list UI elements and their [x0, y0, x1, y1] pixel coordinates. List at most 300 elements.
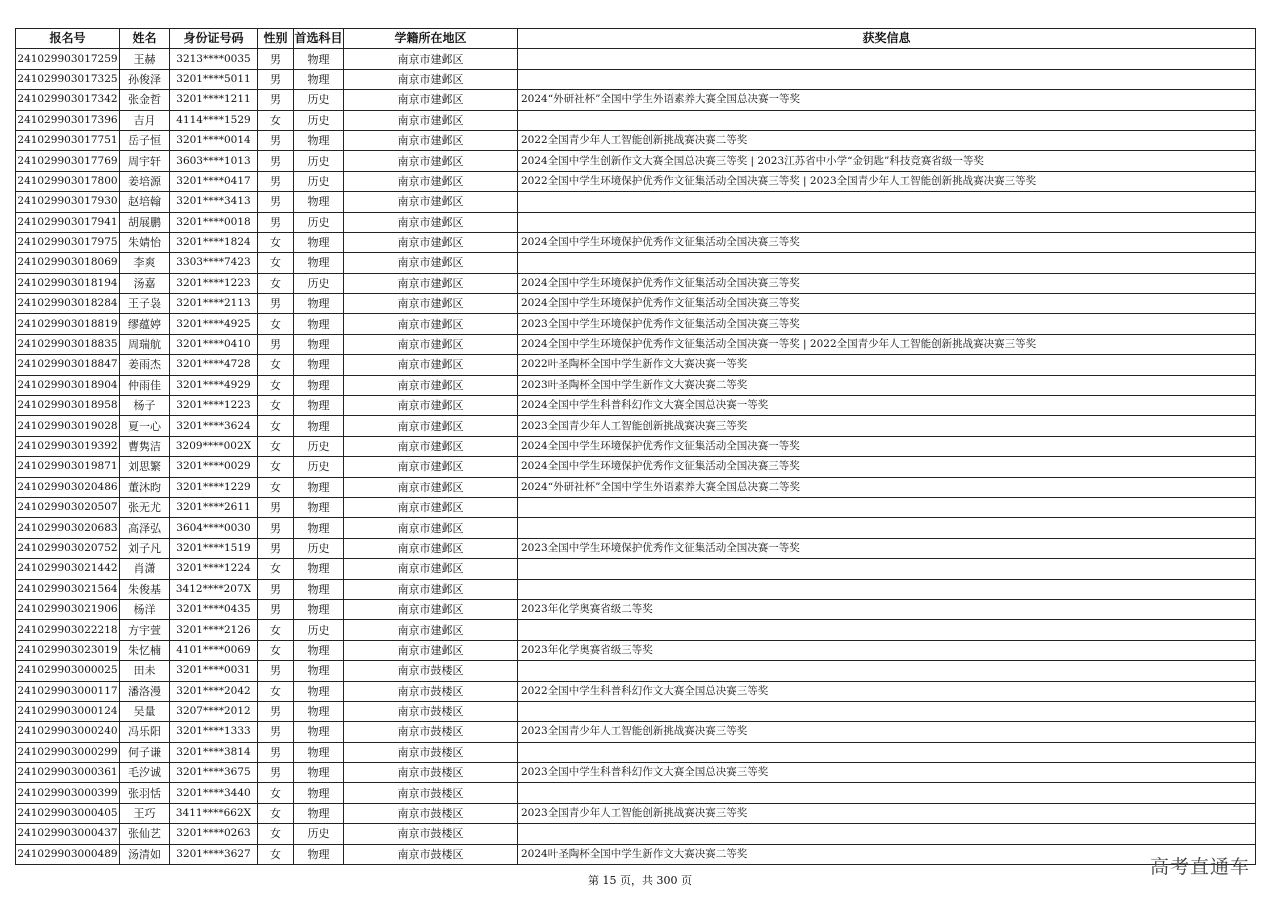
cell-registration-no: 241029903019392: [16, 436, 120, 456]
cell-registration-no: 241029903020683: [16, 518, 120, 538]
cell-gender: 男: [258, 130, 294, 150]
cell-subject: 物理: [294, 559, 344, 579]
cell-subject: 物理: [294, 192, 344, 212]
cell-id-number: 3201****3814: [170, 742, 258, 762]
cell-awards: [518, 783, 1256, 803]
cell-gender: 女: [258, 416, 294, 436]
cell-registration-no: 241029903018847: [16, 355, 120, 375]
cell-id-number: 3303****7423: [170, 253, 258, 273]
table-row: [16, 232, 1256, 252]
cell-awards: 2024全国中学生环境保护优秀作文征集活动全国决赛三等奖: [518, 232, 1256, 252]
cell-awards: 2023年化学奥赛省级三等奖: [518, 640, 1256, 660]
cell-name: 高泽弘: [120, 518, 170, 538]
cell-region: 南京市鼓楼区: [344, 783, 518, 803]
cell-name: 何子谦: [120, 742, 170, 762]
table-row: [16, 294, 1256, 314]
table-row: [16, 375, 1256, 395]
cell-gender: 女: [258, 232, 294, 252]
cell-name: 王巧: [120, 803, 170, 823]
cell-subject: 物理: [294, 416, 344, 436]
cell-registration-no: 241029903017751: [16, 130, 120, 150]
cell-subject: 物理: [294, 130, 344, 150]
cell-id-number: 3603****1013: [170, 151, 258, 171]
cell-region: 南京市建邺区: [344, 497, 518, 517]
cell-awards: 2023全国中学生环境保护优秀作文征集活动全国决赛三等奖: [518, 314, 1256, 334]
cell-id-number: 3201****3413: [170, 192, 258, 212]
cell-subject: 历史: [294, 90, 344, 110]
cell-awards: [518, 497, 1256, 517]
cell-name: 张羽恬: [120, 783, 170, 803]
cell-id-number: 3201****3675: [170, 763, 258, 783]
cell-name: 周宇轩: [120, 151, 170, 171]
cell-id-number: 3201****0029: [170, 457, 258, 477]
cell-region: 南京市建邺区: [344, 416, 518, 436]
cell-subject: 历史: [294, 273, 344, 293]
cell-awards: [518, 110, 1256, 130]
cell-awards: [518, 253, 1256, 273]
cell-awards: [518, 69, 1256, 89]
cell-gender: 女: [258, 355, 294, 375]
cell-awards: 2023全国中学生科普科幻作文大赛全国总决赛三等奖: [518, 763, 1256, 783]
cell-name: 王子袅: [120, 294, 170, 314]
table-row: [16, 599, 1256, 619]
cell-gender: 女: [258, 640, 294, 660]
cell-registration-no: 241029903023019: [16, 640, 120, 660]
cell-gender: 男: [258, 722, 294, 742]
cell-gender: 女: [258, 783, 294, 803]
table-row: [16, 844, 1256, 864]
cell-registration-no: 241029903018069: [16, 253, 120, 273]
cell-name: 王赫: [120, 49, 170, 69]
table-row: [16, 661, 1256, 681]
table-row: [16, 253, 1256, 273]
cell-id-number: 3201****2113: [170, 294, 258, 314]
cell-name: 朱婧怡: [120, 232, 170, 252]
cell-name: 李爽: [120, 253, 170, 273]
table-row: [16, 457, 1256, 477]
header-region: 学籍所在地区: [344, 29, 518, 49]
cell-gender: 男: [258, 192, 294, 212]
cell-subject: 物理: [294, 69, 344, 89]
cell-id-number: 3201****2126: [170, 620, 258, 640]
cell-awards: 2023叶圣陶杯全国中学生新作文大赛决赛二等奖: [518, 375, 1256, 395]
cell-registration-no: 241029903000025: [16, 661, 120, 681]
cell-region: 南京市建邺区: [344, 151, 518, 171]
cell-registration-no: 241029903000399: [16, 783, 120, 803]
cell-name: 刘子凡: [120, 538, 170, 558]
cell-awards: [518, 49, 1256, 69]
cell-region: 南京市建邺区: [344, 375, 518, 395]
cell-subject: 历史: [294, 538, 344, 558]
cell-region: 南京市建邺区: [344, 90, 518, 110]
cell-name: 潘洛漫: [120, 681, 170, 701]
cell-registration-no: 241029903017259: [16, 49, 120, 69]
cell-subject: 物理: [294, 314, 344, 334]
cell-gender: 女: [258, 620, 294, 640]
cell-name: 姜培源: [120, 171, 170, 191]
cell-region: 南京市建邺区: [344, 477, 518, 497]
cell-registration-no: 241029903000405: [16, 803, 120, 823]
cell-name: 张仙艺: [120, 824, 170, 844]
cell-gender: 女: [258, 436, 294, 456]
cell-id-number: 3604****0030: [170, 518, 258, 538]
table-row: [16, 355, 1256, 375]
table-row: [16, 701, 1256, 721]
table-row: [16, 783, 1256, 803]
cell-registration-no: 241029903018819: [16, 314, 120, 334]
cell-name: 孙俊泽: [120, 69, 170, 89]
cell-gender: 男: [258, 701, 294, 721]
cell-name: 田未: [120, 661, 170, 681]
cell-subject: 物理: [294, 579, 344, 599]
cell-gender: 女: [258, 457, 294, 477]
cell-region: 南京市鼓楼区: [344, 844, 518, 864]
cell-registration-no: 241029903021564: [16, 579, 120, 599]
cell-registration-no: 241029903000124: [16, 701, 120, 721]
cell-gender: 男: [258, 763, 294, 783]
cell-id-number: 3201****0031: [170, 661, 258, 681]
cell-subject: 历史: [294, 620, 344, 640]
cell-subject: 物理: [294, 742, 344, 762]
cell-region: 南京市建邺区: [344, 457, 518, 477]
cell-gender: 男: [258, 171, 294, 191]
cell-region: 南京市建邺区: [344, 69, 518, 89]
cell-name: 杨洋: [120, 599, 170, 619]
cell-subject: 物理: [294, 763, 344, 783]
cell-gender: 女: [258, 477, 294, 497]
table-row: [16, 171, 1256, 191]
cell-region: 南京市建邺区: [344, 355, 518, 375]
cell-subject: 物理: [294, 49, 344, 69]
cell-name: 毛汐诚: [120, 763, 170, 783]
cell-registration-no: 241029903017930: [16, 192, 120, 212]
cell-gender: 男: [258, 90, 294, 110]
cell-id-number: 3201****0417: [170, 171, 258, 191]
cell-awards: 2024全国中学生科普科幻作文大赛全国总决赛一等奖: [518, 396, 1256, 416]
cell-awards: 2024“外研社杯”全国中学生外语素养大赛全国总决赛一等奖: [518, 90, 1256, 110]
cell-region: 南京市建邺区: [344, 538, 518, 558]
cell-region: 南京市建邺区: [344, 579, 518, 599]
cell-name: 董沐昀: [120, 477, 170, 497]
watermark-logo: 高考直通车: [1149, 856, 1250, 878]
cell-gender: 男: [258, 334, 294, 354]
cell-awards: 2023全国青少年人工智能创新挑战赛决赛三等奖: [518, 416, 1256, 436]
cell-name: 夏一心: [120, 416, 170, 436]
cell-id-number: 3201****0018: [170, 212, 258, 232]
cell-region: 南京市鼓楼区: [344, 661, 518, 681]
cell-region: 南京市建邺区: [344, 396, 518, 416]
cell-name: 姜雨杰: [120, 355, 170, 375]
header-id-number: 身份证号码: [170, 29, 258, 49]
cell-awards: 2023全国中学生环境保护优秀作文征集活动全国决赛一等奖: [518, 538, 1256, 558]
cell-id-number: 3412****207X: [170, 579, 258, 599]
cell-registration-no: 241029903000361: [16, 763, 120, 783]
cell-id-number: 3201****1223: [170, 396, 258, 416]
cell-awards: 2024全国中学生环境保护优秀作文征集活动全国决赛三等奖: [518, 273, 1256, 293]
cell-name: 汤清如: [120, 844, 170, 864]
cell-awards: [518, 559, 1256, 579]
table-row: [16, 212, 1256, 232]
cell-gender: 女: [258, 110, 294, 130]
cell-id-number: 3213****0035: [170, 49, 258, 69]
cell-name: 朱俊基: [120, 579, 170, 599]
cell-subject: 物理: [294, 375, 344, 395]
cell-awards: [518, 742, 1256, 762]
cell-name: 周瑞航: [120, 334, 170, 354]
cell-region: 南京市建邺区: [344, 640, 518, 660]
cell-id-number: 3201****4925: [170, 314, 258, 334]
cell-awards: [518, 824, 1256, 844]
cell-name: 张无尤: [120, 497, 170, 517]
cell-subject: 物理: [294, 722, 344, 742]
cell-id-number: 3201****1224: [170, 559, 258, 579]
cell-gender: 女: [258, 273, 294, 293]
cell-registration-no: 241029903018835: [16, 334, 120, 354]
cell-gender: 男: [258, 661, 294, 681]
cell-gender: 女: [258, 314, 294, 334]
table-row: [16, 436, 1256, 456]
cell-id-number: 3201****0014: [170, 130, 258, 150]
cell-name: 汤嘉: [120, 273, 170, 293]
cell-registration-no: 241029903020507: [16, 497, 120, 517]
cell-registration-no: 241029903017342: [16, 90, 120, 110]
table-row: [16, 90, 1256, 110]
cell-gender: 男: [258, 151, 294, 171]
cell-awards: 2024全国中学生环境保护优秀作文征集活动全国决赛三等奖: [518, 294, 1256, 314]
cell-awards: 2024“外研社杯”全国中学生外语素养大赛全国总决赛二等奖: [518, 477, 1256, 497]
table-row: [16, 477, 1256, 497]
cell-awards: [518, 579, 1256, 599]
cell-gender: 男: [258, 742, 294, 762]
cell-subject: 物理: [294, 518, 344, 538]
cell-registration-no: 241029903000437: [16, 824, 120, 844]
cell-name: 朱忆楠: [120, 640, 170, 660]
cell-registration-no: 241029903020486: [16, 477, 120, 497]
cell-awards: 2024全国中学生环境保护优秀作文征集活动全国决赛一等奖: [518, 436, 1256, 456]
cell-registration-no: 241029903019028: [16, 416, 120, 436]
cell-name: 刘思繁: [120, 457, 170, 477]
cell-gender: 男: [258, 212, 294, 232]
cell-region: 南京市建邺区: [344, 110, 518, 130]
cell-awards: 2024叶圣陶杯全国中学生新作文大赛决赛二等奖: [518, 844, 1256, 864]
cell-subject: 历史: [294, 824, 344, 844]
cell-name: 岳子恒: [120, 130, 170, 150]
cell-registration-no: 241029903000489: [16, 844, 120, 864]
cell-id-number: 3201****1333: [170, 722, 258, 742]
cell-subject: 历史: [294, 151, 344, 171]
cell-gender: 女: [258, 824, 294, 844]
cell-registration-no: 241029903019871: [16, 457, 120, 477]
awards-table: [15, 28, 1256, 865]
cell-gender: 女: [258, 844, 294, 864]
cell-registration-no: 241029903018284: [16, 294, 120, 314]
cell-awards: [518, 620, 1256, 640]
header-gender: 性别: [258, 29, 294, 49]
cell-awards: [518, 661, 1256, 681]
table-row: [16, 49, 1256, 69]
cell-name: 胡展鹏: [120, 212, 170, 232]
cell-gender: 男: [258, 599, 294, 619]
cell-region: 南京市鼓楼区: [344, 701, 518, 721]
cell-id-number: 3201****0410: [170, 334, 258, 354]
cell-awards: 2022全国中学生环境保护优秀作文征集活动全国决赛三等奖 | 2023全国青少年人工智能创新挑战赛决赛三等奖: [518, 171, 1256, 191]
table-row: [16, 722, 1256, 742]
cell-gender: 女: [258, 681, 294, 701]
cell-registration-no: 241029903017769: [16, 151, 120, 171]
table-row: [16, 518, 1256, 538]
cell-id-number: 3207****2012: [170, 701, 258, 721]
cell-region: 南京市建邺区: [344, 559, 518, 579]
cell-region: 南京市鼓楼区: [344, 763, 518, 783]
cell-subject: 物理: [294, 701, 344, 721]
cell-id-number: 3209****002X: [170, 436, 258, 456]
cell-awards: 2022全国中学生科普科幻作文大赛全国总决赛三等奖: [518, 681, 1256, 701]
cell-subject: 历史: [294, 457, 344, 477]
cell-awards: [518, 192, 1256, 212]
cell-registration-no: 241029903000117: [16, 681, 120, 701]
table-row: [16, 538, 1256, 558]
cell-gender: 男: [258, 518, 294, 538]
cell-registration-no: 241029903017800: [16, 171, 120, 191]
cell-id-number: 3201****0435: [170, 599, 258, 619]
cell-subject: 物理: [294, 803, 344, 823]
cell-gender: 男: [258, 538, 294, 558]
cell-subject: 物理: [294, 844, 344, 864]
cell-subject: 物理: [294, 599, 344, 619]
table-row: [16, 803, 1256, 823]
cell-subject: 物理: [294, 294, 344, 314]
cell-region: 南京市建邺区: [344, 232, 518, 252]
table-row: [16, 497, 1256, 517]
cell-subject: 物理: [294, 661, 344, 681]
cell-name: 曹隽洁: [120, 436, 170, 456]
cell-region: 南京市建邺区: [344, 334, 518, 354]
cell-id-number: 3201****1824: [170, 232, 258, 252]
cell-awards: [518, 518, 1256, 538]
cell-awards: 2023全国青少年人工智能创新挑战赛决赛三等奖: [518, 803, 1256, 823]
cell-registration-no: 241029903017941: [16, 212, 120, 232]
table-row: [16, 681, 1256, 701]
cell-region: 南京市建邺区: [344, 518, 518, 538]
cell-registration-no: 241029903020752: [16, 538, 120, 558]
cell-region: 南京市建邺区: [344, 314, 518, 334]
header-row: [16, 29, 1256, 49]
cell-awards: [518, 212, 1256, 232]
cell-gender: 女: [258, 375, 294, 395]
cell-region: 南京市鼓楼区: [344, 722, 518, 742]
cell-subject: 物理: [294, 253, 344, 273]
table-row: [16, 640, 1256, 660]
cell-subject: 物理: [294, 681, 344, 701]
table-row: [16, 273, 1256, 293]
cell-id-number: 3201****2611: [170, 497, 258, 517]
cell-name: 吉月: [120, 110, 170, 130]
table-row: [16, 192, 1256, 212]
cell-id-number: 3201****3627: [170, 844, 258, 864]
cell-id-number: 4114****1529: [170, 110, 258, 130]
cell-name: 赵培翰: [120, 192, 170, 212]
cell-region: 南京市建邺区: [344, 599, 518, 619]
cell-registration-no: 241029903017325: [16, 69, 120, 89]
table-row: [16, 579, 1256, 599]
table-row: [16, 824, 1256, 844]
cell-id-number: 3201****5011: [170, 69, 258, 89]
cell-name: 肖潇: [120, 559, 170, 579]
cell-region: 南京市建邺区: [344, 436, 518, 456]
table-body: [16, 49, 1256, 865]
cell-id-number: 3201****4728: [170, 355, 258, 375]
cell-region: 南京市鼓楼区: [344, 681, 518, 701]
cell-registration-no: 241029903018904: [16, 375, 120, 395]
cell-region: 南京市建邺区: [344, 192, 518, 212]
table-row: [16, 396, 1256, 416]
page-footer: 第 15 页，共 300 页: [588, 874, 692, 887]
cell-id-number: 4101****0069: [170, 640, 258, 660]
cell-subject: 物理: [294, 497, 344, 517]
cell-gender: 女: [258, 803, 294, 823]
cell-region: 南京市鼓楼区: [344, 824, 518, 844]
cell-gender: 女: [258, 559, 294, 579]
cell-awards: 2023全国青少年人工智能创新挑战赛决赛三等奖: [518, 722, 1256, 742]
table-row: [16, 742, 1256, 762]
cell-awards: [518, 701, 1256, 721]
cell-registration-no: 241029903017396: [16, 110, 120, 130]
cell-gender: 女: [258, 253, 294, 273]
cell-awards: 2024全国中学生环境保护优秀作文征集活动全国决赛三等奖: [518, 457, 1256, 477]
cell-name: 仲雨佳: [120, 375, 170, 395]
cell-id-number: 3201****3624: [170, 416, 258, 436]
cell-id-number: 3201****4929: [170, 375, 258, 395]
cell-region: 南京市鼓楼区: [344, 803, 518, 823]
table-row: [16, 416, 1256, 436]
cell-subject: 物理: [294, 355, 344, 375]
cell-registration-no: 241029903018194: [16, 273, 120, 293]
table-row: [16, 151, 1256, 171]
cell-registration-no: 241029903000240: [16, 722, 120, 742]
cell-name: 杨子: [120, 396, 170, 416]
cell-subject: 物理: [294, 334, 344, 354]
cell-subject: 历史: [294, 212, 344, 232]
cell-id-number: 3201****0263: [170, 824, 258, 844]
cell-region: 南京市建邺区: [344, 273, 518, 293]
cell-id-number: 3201****3440: [170, 783, 258, 803]
cell-region: 南京市建邺区: [344, 212, 518, 232]
header-name: 姓名: [120, 29, 170, 49]
cell-subject: 物理: [294, 232, 344, 252]
cell-subject: 物理: [294, 477, 344, 497]
cell-region: 南京市建邺区: [344, 294, 518, 314]
cell-subject: 物理: [294, 396, 344, 416]
table-row: [16, 69, 1256, 89]
table-row: [16, 620, 1256, 640]
cell-id-number: 3201****1223: [170, 273, 258, 293]
table-row: [16, 334, 1256, 354]
cell-name: 方宇萱: [120, 620, 170, 640]
cell-registration-no: 241029903018958: [16, 396, 120, 416]
table-row: [16, 559, 1256, 579]
cell-subject: 历史: [294, 110, 344, 130]
cell-id-number: 3201****2042: [170, 681, 258, 701]
cell-registration-no: 241029903022218: [16, 620, 120, 640]
cell-region: 南京市鼓楼区: [344, 742, 518, 762]
cell-name: 张金哲: [120, 90, 170, 110]
cell-awards: 2023年化学奥赛省级二等奖: [518, 599, 1256, 619]
cell-registration-no: 241029903017975: [16, 232, 120, 252]
table-row: [16, 314, 1256, 334]
cell-region: 南京市建邺区: [344, 253, 518, 273]
cell-id-number: 3201****1229: [170, 477, 258, 497]
header-awards: 获奖信息: [518, 29, 1256, 49]
